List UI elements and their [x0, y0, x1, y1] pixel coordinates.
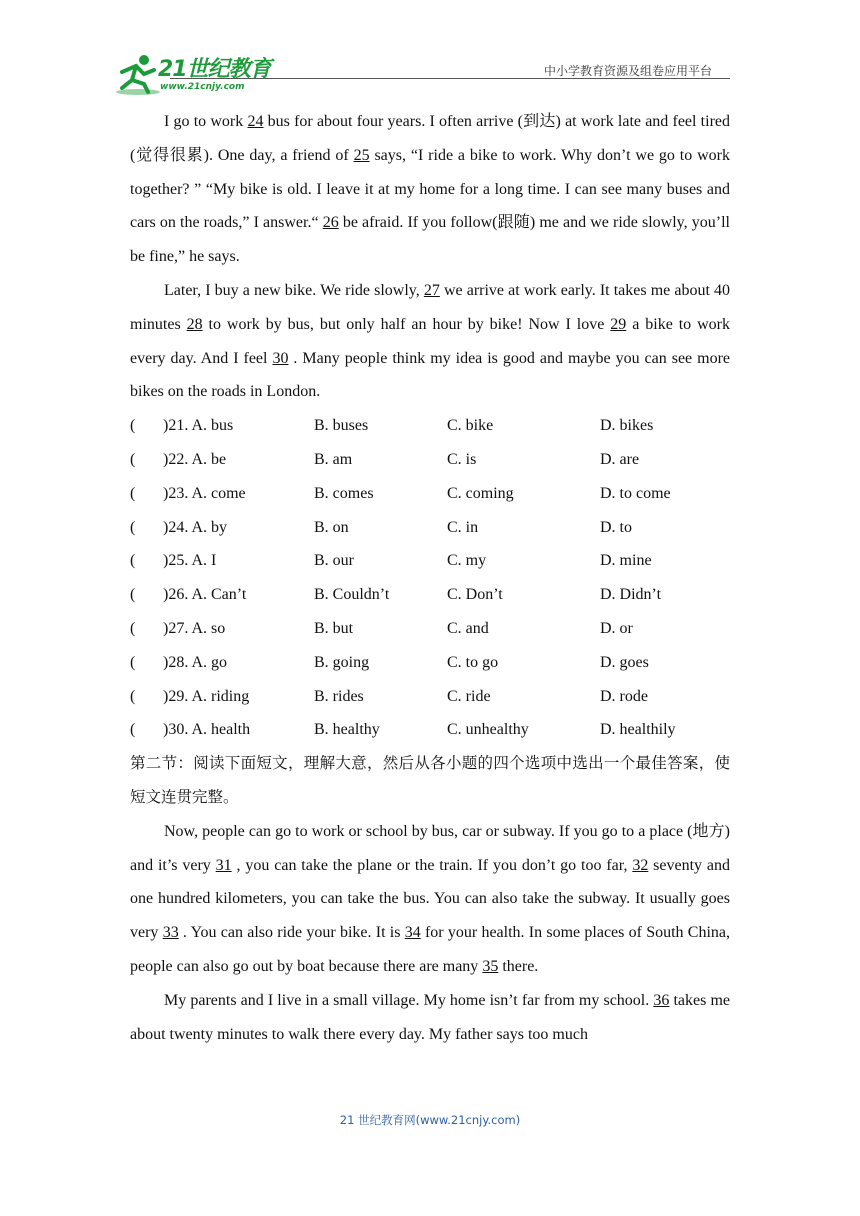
answer-paren: ( — [130, 586, 136, 604]
option-a: )21. A. bus — [163, 417, 234, 435]
platform-name: 中小学教育资源及组卷应用平台 — [543, 64, 712, 78]
answer-paren: ( — [130, 653, 136, 671]
page-header — [110, 48, 730, 98]
answer-paren: ( — [130, 518, 136, 536]
text-run: we arrive at work early. It takes me about 40 minutes — [130, 281, 730, 333]
option-b: B. buses — [314, 417, 369, 435]
text-run: seventy and one hundred kilometers, you can take the bus. You can also take the subway. It usually goes very — [130, 856, 731, 942]
blank-number: 27 — [423, 281, 440, 299]
question-row — [130, 511, 730, 545]
answer-paren: ( — [130, 417, 136, 435]
option-b: B. Couldn’t — [314, 586, 390, 604]
paragraph — [130, 815, 730, 984]
text-run: says, “I ride a bike to work. Why don’t we go to work together? ” “My bike is old. I leave it at my home for a long time. I can see many buses and cars on the roads,” I answer.“ — [130, 146, 730, 232]
question-row — [130, 443, 730, 477]
text-run: Later, I buy a new bike. We ride slowly, — [164, 281, 424, 299]
option-a: )25. A. I — [163, 552, 217, 570]
blank-number: 26 — [322, 214, 339, 232]
paragraph — [130, 984, 730, 1052]
option-d: D. healthily — [600, 721, 676, 739]
text-run: to work by bus, but only half an hour by bike! Now I love — [202, 315, 611, 333]
question-row — [130, 409, 730, 443]
blank-number: 24 — [247, 113, 264, 130]
option-c: C. Don’t — [447, 586, 503, 604]
option-a: )26. A. Can’t — [163, 586, 247, 604]
text-run: I go to work — [164, 113, 248, 130]
option-b: B. rides — [314, 687, 364, 705]
blank-number: 25 — [353, 146, 370, 164]
question-row — [130, 646, 730, 680]
option-b: B. going — [314, 653, 370, 671]
option-c: C. ride — [447, 687, 491, 705]
question-row — [130, 713, 730, 747]
option-c: C. coming — [447, 484, 514, 502]
header-divider — [170, 78, 730, 79]
answer-paren: ( — [130, 552, 136, 570]
answer-paren: ( — [130, 687, 136, 705]
text-run: a bike to work every day. And I feel — [130, 315, 731, 367]
option-d: D. are — [600, 450, 640, 468]
option-b: B. our — [314, 552, 354, 570]
page-content — [130, 105, 730, 1051]
option-c: C. bike — [447, 417, 494, 435]
blank-number: 28 — [186, 315, 203, 333]
text-run: . Many people think my idea is good and maybe you can see more bikes on the roads in London. — [130, 349, 730, 401]
text-run: be afraid. If you follow(跟随) me and we ride slowly, you’ll be fine,” he says. — [130, 214, 730, 266]
text-run: , you can take the plane or the train. If you don’t go too far, — [231, 856, 633, 874]
blank-number: 35 — [482, 957, 499, 975]
answer-paren: ( — [130, 450, 136, 468]
option-c: C. to go — [447, 653, 499, 671]
option-a: )23. A. come — [163, 484, 246, 502]
option-b: B. comes — [314, 484, 374, 502]
section-2-heading: 第二节：阅读下面短文，理解大意，然后从各小题的四个选项中选出一个最佳答案，使短文连贯完整。 — [130, 754, 730, 806]
blank-number: 33 — [162, 924, 179, 942]
blank-number: 36 — [653, 991, 670, 1009]
option-b: B. on — [314, 518, 349, 536]
answer-paren: ( — [130, 484, 136, 502]
option-d: D. Didn’t — [600, 586, 662, 604]
option-c: C. unhealthy — [447, 721, 529, 739]
blank-number: 31 — [215, 856, 232, 874]
option-b: B. but — [314, 619, 354, 637]
passage-2 — [130, 815, 730, 1052]
paragraph — [130, 105, 730, 274]
text-run: Now, people can go to work or school by bus, car or subway. If you go to a place (地方) and it’s very — [130, 822, 730, 874]
option-d: D. goes — [600, 653, 649, 671]
option-a: )22. A. be — [163, 450, 227, 468]
passage-1 — [130, 105, 730, 409]
paragraph — [130, 274, 730, 409]
option-a: )27. A. so — [163, 619, 226, 637]
option-c: C. is — [447, 450, 477, 468]
question-row — [130, 612, 730, 646]
question-row — [130, 680, 730, 714]
option-d: D. mine — [600, 552, 652, 570]
answer-paren: ( — [130, 721, 136, 739]
page-footer: 21 世纪教育网(www.21cnjy.com) — [339, 1113, 521, 1127]
option-a: )24. A. by — [163, 518, 227, 536]
text-run: bus for about four years. I often arrive (到达) at work late and feel tired (觉得很累). One day, a friend of — [130, 113, 731, 164]
option-d: D. to — [600, 518, 632, 536]
option-a: )30. A. health — [163, 721, 251, 739]
question-row — [130, 544, 730, 578]
option-d: D. to come — [600, 484, 671, 502]
question-row — [130, 578, 730, 612]
option-d: D. or — [600, 619, 633, 637]
text-run: . You can also ride your bike. It is — [178, 924, 405, 942]
option-c: C. my — [447, 552, 487, 570]
blank-number: 30 — [272, 349, 289, 367]
option-d: D. rode — [600, 687, 648, 705]
logo-text: 21世纪教育 — [158, 57, 271, 82]
option-b: B. healthy — [314, 721, 380, 739]
runner-logo-icon — [110, 52, 160, 96]
option-a: )28. A. go — [163, 653, 227, 671]
text-run: My parents and I live in a small village. My home isn’t far from my school. — [164, 991, 654, 1009]
option-c: C. in — [447, 518, 479, 536]
option-b: B. am — [314, 450, 353, 468]
text-run: takes me about twenty minutes to walk there every day. My father says too much — [130, 991, 730, 1043]
text-run: for your health. In some places of South China, people can also go out by boat because there are many — [130, 924, 731, 975]
blank-number: 34 — [404, 924, 421, 942]
answer-paren: ( — [130, 619, 136, 637]
question-row — [130, 477, 730, 511]
blank-number: 32 — [632, 856, 649, 874]
option-a: )29. A. riding — [163, 687, 250, 705]
option-c: C. and — [447, 619, 489, 637]
logo-url: www.21cnjy.com — [160, 82, 245, 92]
text-run: there. — [498, 957, 539, 975]
blank-number: 29 — [610, 315, 627, 333]
logo — [110, 52, 280, 96]
question-list — [130, 409, 730, 747]
option-d: D. bikes — [600, 417, 654, 435]
